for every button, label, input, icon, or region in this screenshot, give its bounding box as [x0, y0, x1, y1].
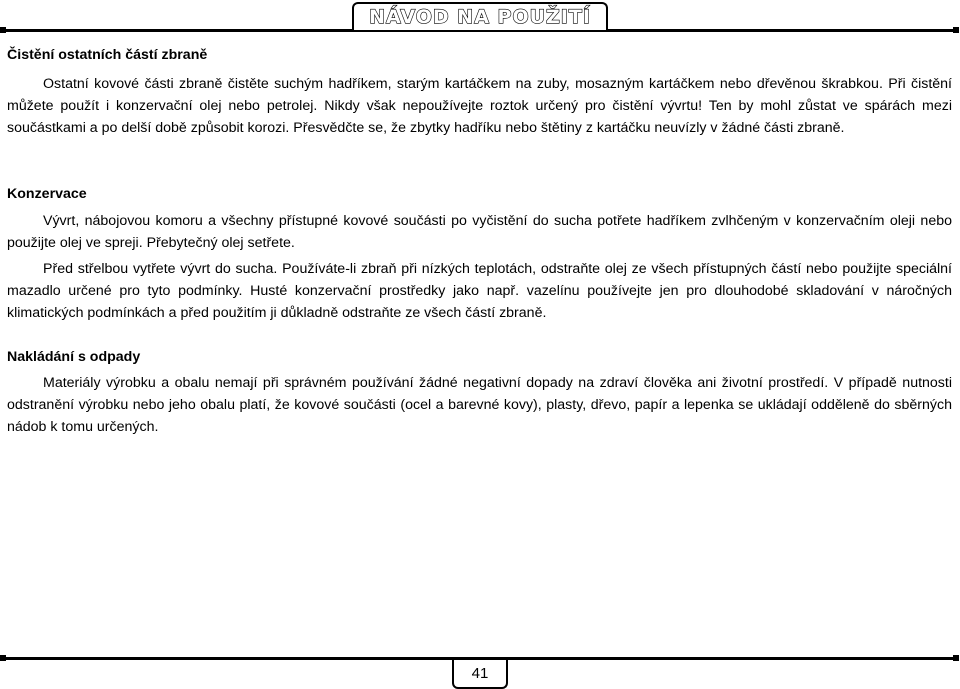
section-paragraph-cleaning: Ostatní kovové části zbraně čistěte suchým hadříkem, starým kartáčkem na zuby, mosazným kartáčkem nebo dřevěnou škrabkou. Při čistění můžete použít i konzervační olej nebo petrolej. Nikdy však nepoužívejte roztok určený pro čistění vývrtu! Ten by mohl zůstat ve spárách mezi součástkami a po delší době způsobit korozi. Přesvědčte se, že zbytky hadříku nebo štětiny z kartáčku neuvízly v žádné části zbraně. — [7, 76, 952, 136]
footer-rule-left-end — [0, 655, 6, 661]
section-heading-waste: Nakládání s odpady — [7, 349, 141, 365]
section-heading-preservation: Konzervace — [7, 186, 87, 202]
header-tab — [352, 2, 608, 30]
page-number-box — [452, 660, 508, 689]
section-heading-cleaning: Čistění ostatních částí zbraně — [7, 47, 208, 63]
section-paragraph-preservation-1: Vývrt, nábojovou komoru a všechny přístupné kovové součásti po vyčistění do sucha potřete hadříkem zvlhčeným v konzervačním oleji nebo použijte olej ve spreji. Přebytečný olej setřete. — [7, 213, 952, 251]
section-paragraph-waste: Materiály výrobku a obalu nemají při správném používání žádné negativní dopady na zdraví člověka ani životní prostředí. V případě nutnosti odstranění výrobku nebo jeho obalu platí, že kovové součásti (ocel a barevné kovy), plasty, dřevo, papír a lepenka se ukládají odděleně do sběrných nádob k tomu určených. — [7, 375, 952, 435]
header-rule-right-end — [953, 27, 959, 33]
page-number: 41 — [471, 665, 489, 682]
header-title: NÁVOD NA POUŽITÍ — [369, 6, 591, 28]
section-paragraph-preservation-2: Před střelbou vytřete vývrt do sucha. Používáte-li zbraň při nízkých teplotách, odstraňte olej ze všech přístupných částí nebo použijte speciální mazadlo určené pro tyto podmínky. Husté konzervační prostředky jako např. vazelínu používejte jen pro dlouhodobé skladování v náročných klimatických podmínkách a před použitím ji důkladně odstraňte ze všech částí zbraně. — [7, 261, 952, 321]
footer-rule-right-end — [953, 655, 959, 661]
header-rule-left-end — [0, 27, 6, 33]
